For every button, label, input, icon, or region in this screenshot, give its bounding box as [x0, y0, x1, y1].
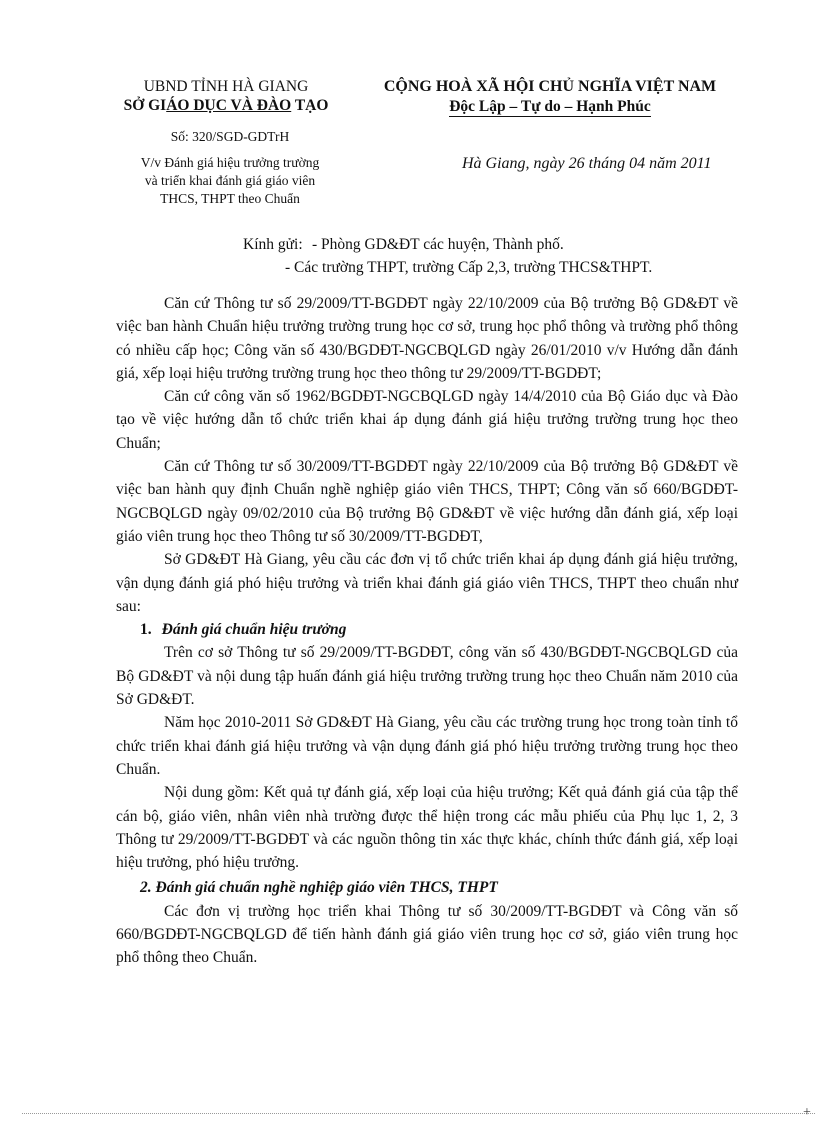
org-name-department — [108, 97, 344, 115]
greeting-label: Kính gửi: — [243, 236, 303, 253]
section-1-title: Đánh giá chuẩn hiệu trưởng — [161, 621, 347, 639]
place-and-date: Hà Giang, ngày 26 tháng 04 năm 2011 — [462, 155, 712, 172]
paragraph-request: Sở GD&ĐT Hà Giang, yêu cầu các đơn vị tổ chức triển khai áp dụng đánh giá hiệu trưởng, vận dụng đánh giá phó hiệu trưởng và triển khai đánh giá giáo viên THCS, THPT theo chuẩn như sau: — [116, 551, 738, 615]
section-1-heading — [116, 618, 738, 641]
page-corner-mark: + — [803, 1105, 811, 1120]
paragraph-section1-basis: Trên cơ sở Thông tư số 29/2009/TT-BGDĐT, công văn số 430/BGDĐT-NGCBQLGD của Bộ GD&ĐT và nội dung tập huấn đánh giá hiệu trưởng trường trung học theo Chuẩn năm 2010 của Sở GD&ĐT. — [116, 644, 738, 709]
paragraph-legal-basis-3: Căn cứ Thông tư số 30/2009/TT-BGDĐT ngày 22/10/2009 của Bộ trưởng Bộ GD&ĐT về việc ban hành quy định Chuẩn nghề nghiệp giáo viên THCS, THPT; Công văn số 660/BGDĐT-NGCBQLGD ngày 09/02/2010 của Bộ trưởng Bộ GD&ĐT về việc hướng dẫn đánh giá, xếp loại giáo viên trung học theo Thông tư số 30/2009/TT-BGDĐT, — [116, 458, 738, 545]
subject-line-3: THCS, THPT theo Chuẩn — [160, 191, 300, 206]
subject-line-1: V/v Đánh giá hiệu trưởng trường — [140, 155, 320, 170]
motto-text: Độc Lập – Tự do – Hạnh Phúc — [449, 98, 651, 115]
section-2-heading: 2. Đánh giá chuẩn nghề nghiệp giáo viên THCS, THPT — [140, 879, 498, 897]
recipient-2: - Các trường THPT, trường Cấp 2,3, trường THCS&THPT. — [285, 259, 653, 276]
paragraph-legal-basis-1: Căn cứ Thông tư số 29/2009/TT-BGDĐT ngày 22/10/2009 của Bộ trưởng Bộ GD&ĐT về việc ban hành Chuẩn hiệu trưởng trường trung học cơ sở, trung học phổ thông và trường phổ thông có nhiều cấp học; Công văn số 430/BGDĐT-NGCBQLGD ngày 26/01/2010 v/v Hướng dẫn đánh giá, xếp loại hiệu trưởng trường trung học theo thông tư 29/2009/TT-BGDĐT; — [116, 295, 738, 382]
national-motto — [362, 98, 738, 116]
recipient-1: - Phòng GD&ĐT các huyện, Thành phố. — [312, 236, 564, 253]
paragraph-legal-basis-2: Căn cứ công văn số 1962/BGDĐT-NGCBQLGD ngày 14/4/2010 của Bộ Giáo dục và Đào tạo về việc hướng dẫn tổ chức triển khai áp dụng đánh giá hiệu trưởng trường trung học theo Chuẩn; — [116, 388, 738, 452]
paragraph-section1-content: Nội dung gồm: Kết quả tự đánh giá, xếp loại của hiệu trưởng; Kết quả đánh giá của tập thể cán bộ, giáo viên, nhân viên nhà trường được thể hiện trong các mẫu phiếu của Phụ lục 1, 2, 3 Thông tư 29/2009/TT-BGDĐT và các nguồn thông tin xác thực khác, chính thức đánh giá, xếp loại hiệu trưởng, phó hiệu trưởng. — [116, 784, 738, 872]
paragraph-section1-school-year: Năm học 2010-2011 Sở GD&ĐT Hà Giang, yêu cầu các trường trung học trong toàn tỉnh tổ chức triển khai đánh giá hiệu trưởng và vận dụng đánh giá phó hiệu trưởng trường trung học theo Chuẩn. — [116, 714, 738, 778]
paragraph-section2: Các đơn vị trường học triển khai Thông tư số 30/2009/TT-BGDĐT và Công văn số 660/BGDĐT-NGCBQLGD để tiến hành đánh giá giáo viên trung học cơ sở, giáo viên trung học phổ thông theo Chuẩn. — [116, 902, 738, 967]
page-bottom-divider — [22, 1113, 816, 1114]
section-1-number: 1. — [140, 621, 152, 639]
org-dept-prefix: SỞ GI — [123, 97, 167, 114]
document-body — [116, 292, 738, 970]
document-subject — [100, 154, 360, 208]
org-dept-underlined: ÁO DỤC VÀ ĐÀO — [166, 97, 292, 114]
national-title: CỘNG HOÀ XÃ HỘI CHỦ NGHĨA VIỆT NAM — [383, 78, 717, 95]
subject-line-2: và triển khai đánh giá giáo viên — [144, 173, 316, 188]
document-number: Số: 320/SGD-GDTrH — [170, 129, 290, 144]
org-name-province: UBND TỈNH HÀ GIANG — [143, 78, 309, 95]
org-dept-suffix: TẠO — [291, 97, 329, 114]
